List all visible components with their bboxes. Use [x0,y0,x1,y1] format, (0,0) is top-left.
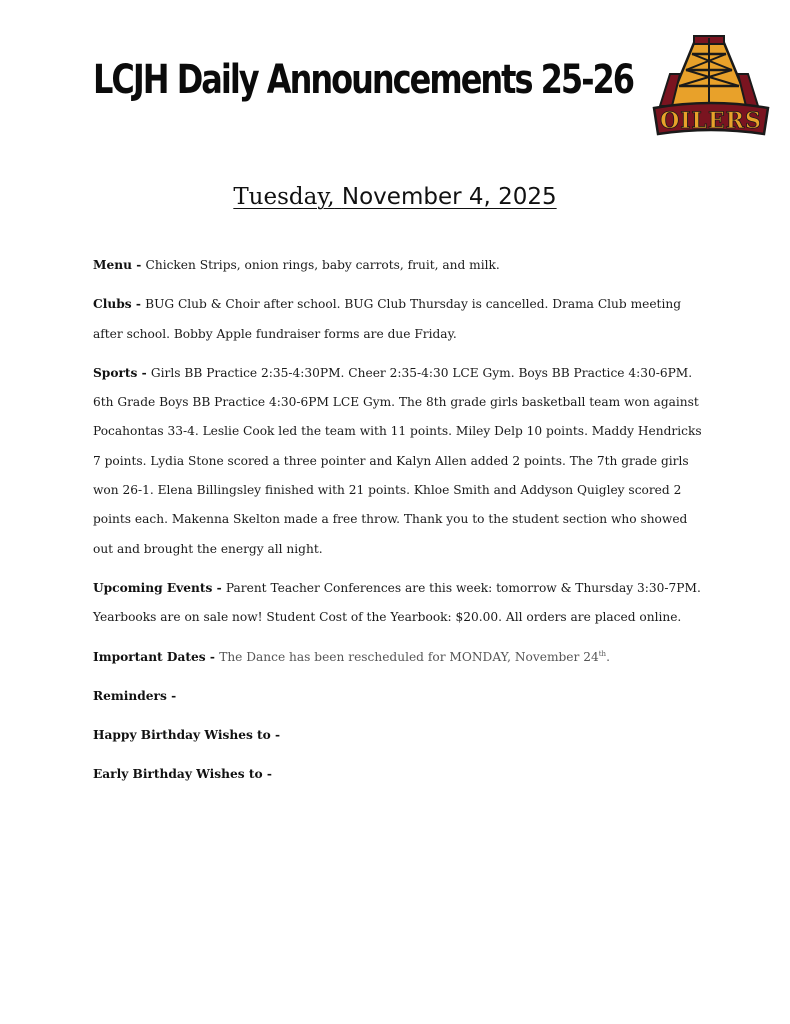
sports-label: Sports - [93,365,151,380]
clubs-section [93,290,703,349]
menu-section [93,251,703,280]
announcement-date [0,184,790,210]
date-weekday: Tuesday, [233,184,335,210]
important-dates-sup: th [598,649,607,658]
important-dates-end: . [606,649,610,664]
menu-text: Chicken Strips, onion rings, baby carrots, fruit, and milk. [145,258,500,272]
reminders-label: Reminders - [93,688,177,703]
birthday-label: Happy Birthday Wishes to - [93,728,281,743]
clubs-text: BUG Club & Choir after school. BUG Club Thursday is cancelled. Drama Club meeting after school. Bobby Apple fundraiser forms are due Friday. [93,297,682,341]
header [93,52,653,112]
page-title: LCJH Daily Announcements 25-26 [93,57,633,103]
upcoming-events-label: Upcoming Events - [93,580,226,595]
date-rest: November 4, 2025 [341,184,557,210]
logo-text: OILERS [660,108,762,134]
early-birthday-section [93,760,703,789]
menu-label: Menu - [93,258,146,272]
oil-derrick-icon [650,34,772,142]
oilers-logo [650,34,772,142]
important-dates-section [93,643,703,672]
sports-text: Girls BB Practice 2:35-4:30PM. Cheer 2:35-4:30 LCE Gym. Boys BB Practice 4:30-6PM. 6th Grade Boys BB Practice 4:30-6PM LCE Gym. The 8th grade girls basketball team won against Pocahontas 33-4. Leslie Cook led the team with 11 points. Miley Delp 10 points. Maddy Hendricks 7 points. Lydia Stone scored a three pointer and Kalyn Allen added 2 points. The 7th grade girls won 26-1. Elena Billingsley finished with 21 points. Khloe Smith and Addyson Quigley scored 2 points each. Makenna Skelton made a free throw. Thank you to the student section who showed out and brought the energy all night. [93,365,702,556]
reminders-section [93,682,703,711]
sports-section [93,359,703,564]
important-dates-label: Important Dates - [93,649,220,664]
upcoming-events-section [93,574,703,633]
announcement-body [93,251,703,800]
early-birthday-label: Early Birthday Wishes to - [93,767,272,782]
clubs-label: Clubs - [93,297,146,312]
upcoming-events-text: Parent Teacher Conferences are this week: tomorrow & Thursday 3:30-7PM. Yearbooks are on sale now! Student Cost of the Yearbook: $20.00. All orders are placed online. [93,580,701,625]
birthday-section [93,721,703,750]
important-dates-text: The Dance has been rescheduled for MONDAY, November 24 [219,649,599,664]
